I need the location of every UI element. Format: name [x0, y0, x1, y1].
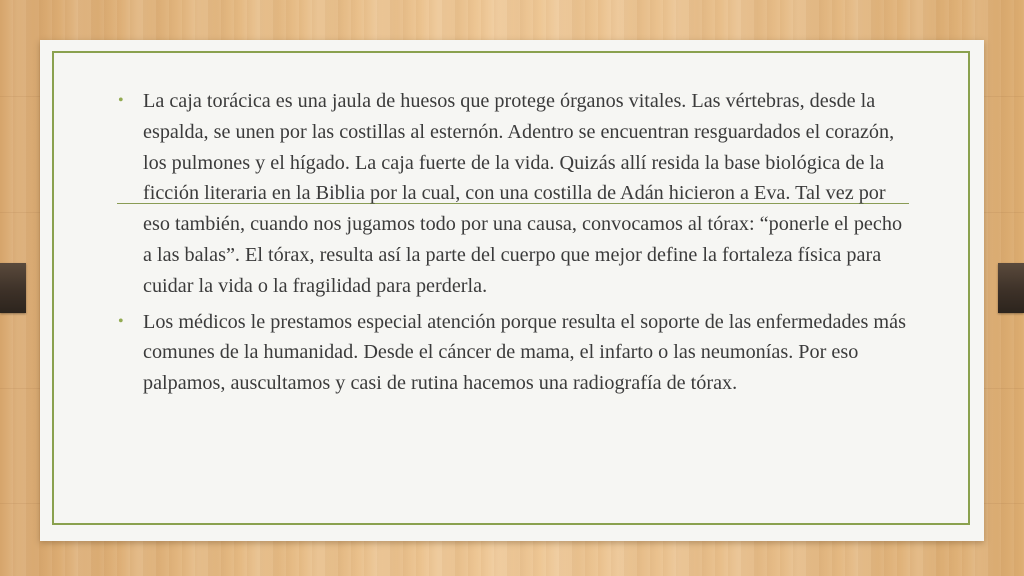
bullet-dot-icon: • [118, 92, 124, 109]
bullet-item-medicos [106, 307, 914, 399]
bullet-item-thorax [106, 86, 914, 302]
bullet-dot-icon: • [118, 312, 124, 330]
bullet-text: Los médicos le prestamos especial atención porque resulta el soporte de las enfermedades más comunes de la humanidad. Desde el cáncer de mama, el infarto o las neumonías. Por eso palpamos, auscultamos y casi de rutina hacemos una radiografía de tórax. [143, 310, 906, 395]
bullet-text: La caja torácica es una jaula de huesos que protege órganos vitales. Las vértebras, desde la espalda, se unen por las costillas al esternón. Adentro se encuentran resguardados el corazón, los pulmones y el hígado. La caja fuerte de la vida. Quizás allí resida la base biológica de la ficción literaria en la Biblia por la cual, con una costilla de Adán hicieron a Eva. Tal vez por eso también, cuando nos jugamos todo por una causa, convocamos al tórax: “ponerle el pecho a las balas”. El tórax, resulta así la parte del cuerpo que mejor define la fortaleza física para cuidar la vida o la fragilidad para perderla. [143, 90, 903, 297]
bullet-list [106, 86, 914, 404]
left-hinge [0, 263, 26, 313]
right-hinge [998, 263, 1024, 313]
slide-panel [40, 40, 984, 541]
